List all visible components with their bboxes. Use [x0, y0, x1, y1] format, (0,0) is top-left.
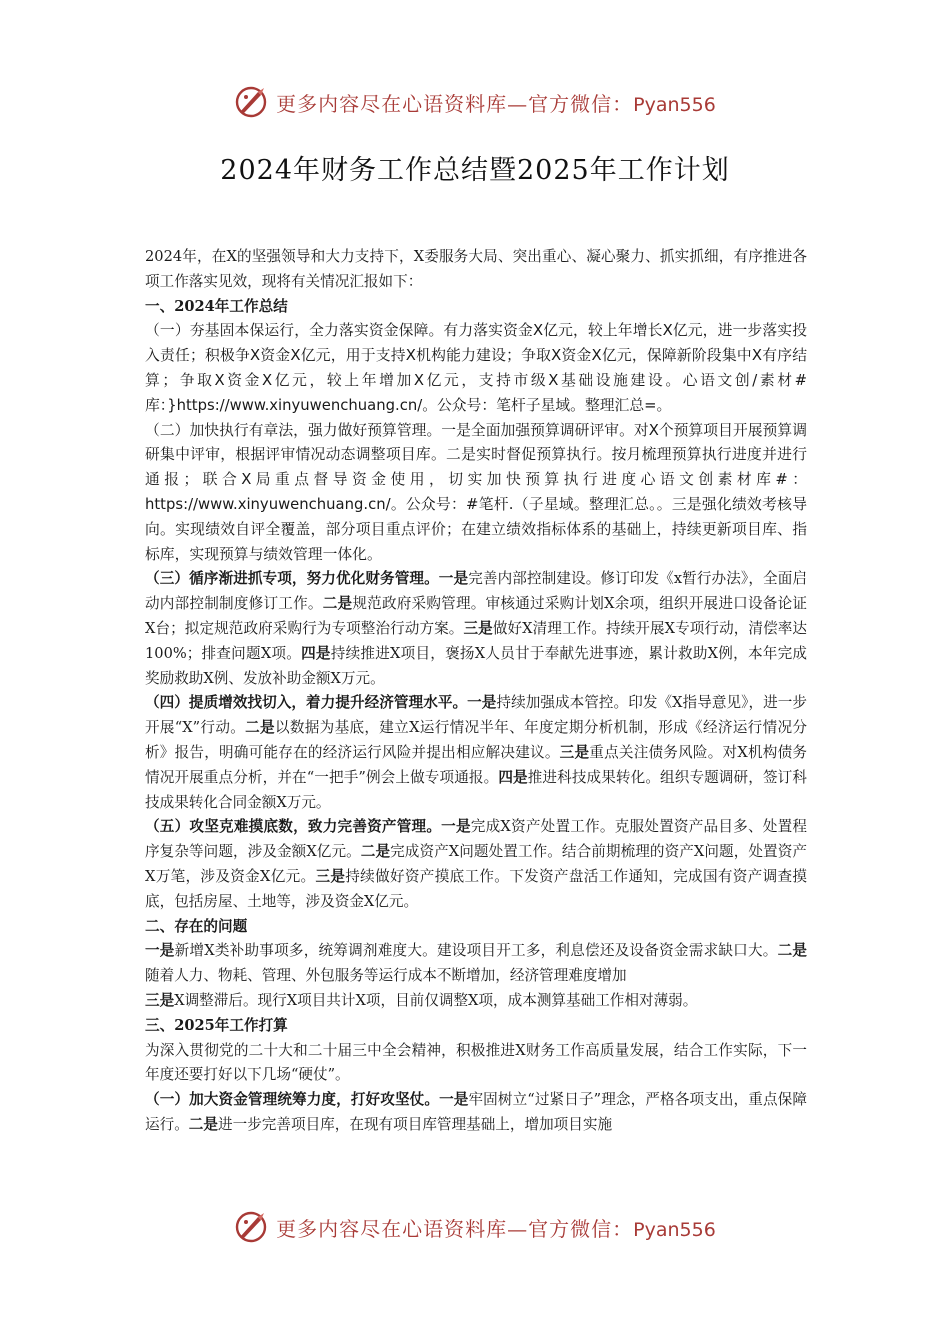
watermark-text: 更多内容尽在心语资料库—官方微信：Pyan556: [276, 91, 716, 116]
section-heading-1: 一、2024年工作总结: [145, 297, 288, 315]
section1-item-3: （三）循序渐进抓专项，努力优化财务管理。一是完善内部控制建设。修订印发《x暂行办法》，全面启动内部控制制度修订工作。二是规范政府采购管理。审核通过采购计划X余项，组织开展进口设备论证X台；拟定规范政府采购行为专项整治行动方案。三是做好X清理工作。持续开展X专项行动，清偿率达100%；排查问题X项。四是持续推进X项目，褒扬X人员甘于奉献先进事迹，累计救助X例，本年完成奖励救助X例、发放补助金额X万元。: [145, 570, 807, 687]
watermark-banner-bottom: [0, 1207, 950, 1247]
document-title: 2024年财务工作总结暨2025年工作计划: [220, 155, 730, 186]
section3-item-1: （一）加大资金管理统筹力度，打好攻坚仗。一是牢固树立“过紧日子”理念，严格各项支出，重点保障运行。二是进一步完善项目库，在现有项目库管理基础上，增加项目实施: [145, 1091, 807, 1133]
section1-item-5: （五）攻坚克难摸底数，致力完善资产管理。一是完成X资产处置工作。克服处置资产品目多、处置程序复杂等问题，涉及金额X亿元。二是完成资产X问题处置工作。结合前期梳理的资产X问题，处置资产X万笔，涉及资金X亿元。三是持续做好资产摸底工作。下发资产盘活工作通知，完成国有资产调查摸底，包括房屋、土地等，涉及资金X亿元。: [145, 818, 807, 910]
quill-logo-icon: [234, 85, 268, 119]
quill-logo-icon: [234, 1210, 268, 1244]
watermark-banner-top: [0, 82, 950, 122]
section2-paragraph: 一是新增X类补助事项多，统筹调剂难度大。建设项目开工多，利息偿还及设备资金需求缺口大。二是随着人力、物耗、管理、外包服务等运行成本不断增加，经济管理难度增加 三是X调整滞后。现行X项目共计X项，目前仅调整X项，成本测算基础工作相对薄弱。: [145, 942, 807, 1009]
section1-item-1: （一）夯基固本保运行，全力落实资金保障。有力落实资金X亿元，较上年增长X亿元，进一步落实投入责任；积极争X资金X亿元，用于支持X机构能力建设；争取X资金X亿元，保障新阶段集中X有序结算；争取X资金X亿元，较上年增加X亿元，支持市级X基础设施建设。心语文创/素材#库：}https://www.xinyuwenchuang.cn/。公众号：笔杆子星域。整理汇总=。: [145, 322, 807, 414]
section3-intro: 为深入贯彻党的二十大和二十届三中全会精神，积极推进X财务工作高质量发展，结合工作实际，下一年度还要打好以下几场“硬仗”。: [145, 1041, 807, 1084]
section-heading-2: 二、存在的问题: [145, 917, 248, 935]
section1-item-4: （四）提质增效找切入，着力提升经济管理水平。一是持续加强成本管控。印发《X指导意见》，进一步开展“X”行动。二是以数据为基底，建立X运行情况半年、年度定期分析机制，形成《经济运行情况分析》报告，明确可能存在的经济运行风险并提出相应解决建议。三是重点关注债务风险。对X机构债务情况开展重点分析，并在“一把手”例会上做专项通报。四是推进科技成果转化。组织专题调研，签订科技成果转化合同金额X万元。: [145, 694, 807, 811]
document-body: [145, 245, 807, 1138]
section-heading-3: 三、2025年工作打算: [145, 1016, 288, 1034]
intro-paragraph: 2024年，在X的坚强领导和大力支持下，X委服务大局、突出重心、凝心聚力、抓实抓细，有序推进各项工作落实见效，现将有关情况汇报如下：: [145, 248, 807, 290]
watermark-text: 更多内容尽在心语资料库—官方微信：Pyan556: [276, 1216, 716, 1241]
section1-item-2: （二）加快执行有章法，强力做好预算管理。一是全面加强预算调研评审。对X个预算项目开展预算调研集中评审，根据评审情况动态调整项目库。二是实时督促预算执行。按月梳理预算执行进度并进行通报；联合X局重点督导资金使用，切实加快预算执行进度心语文创素材库#：https://www.xinyuwenchuang.cn/。公众号：#笔杆.（子星域。整理汇总。。三是强化绩效考核导向。实现绩效自评全覆盖，部分项目重点评价；在建立绩效指标体系的基础上，持续更新项目库、指标库，实现预算与绩效管理一体化。: [145, 421, 807, 563]
